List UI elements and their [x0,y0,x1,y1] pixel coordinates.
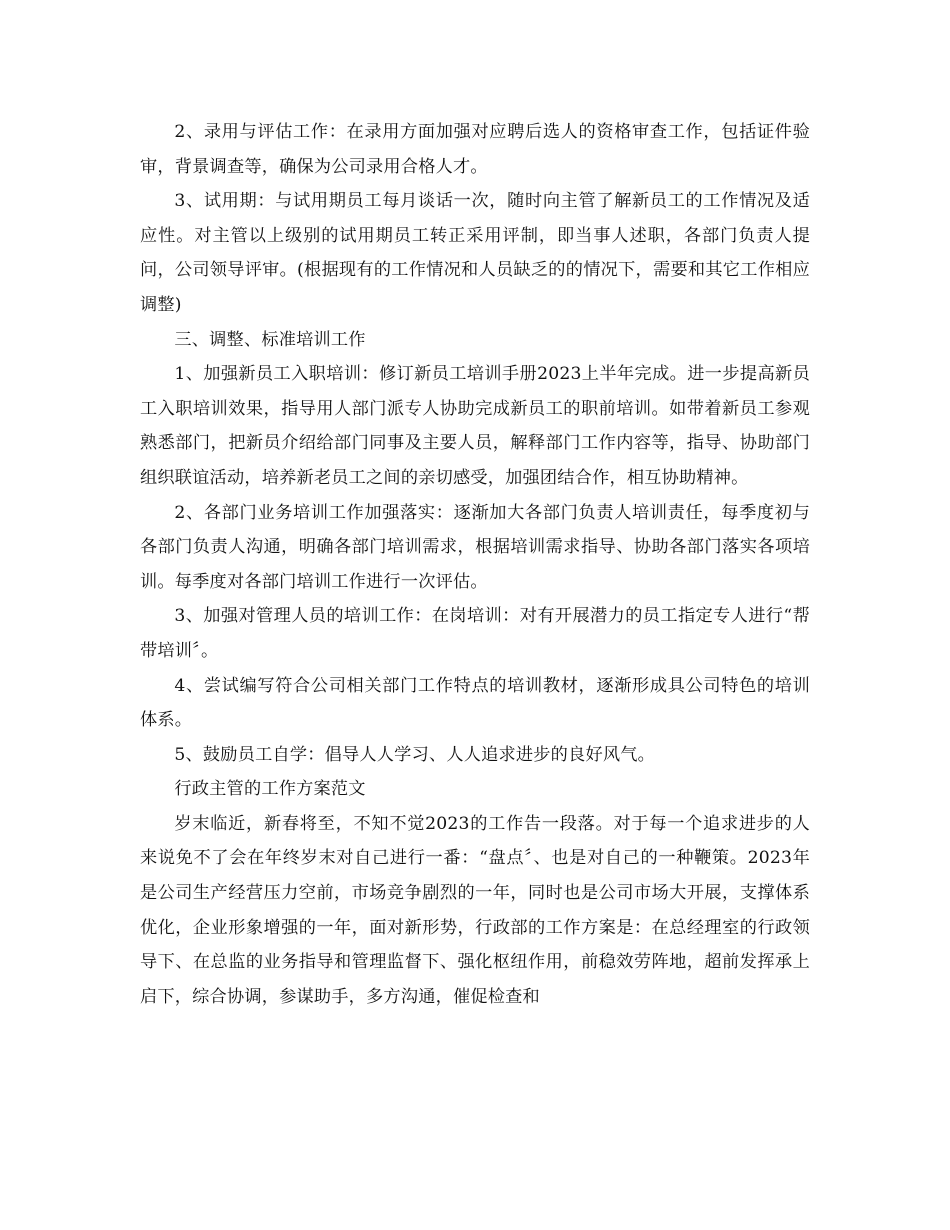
article-title: 行政主管的工作方案范文 [174,779,366,800]
paragraph-department-training: 2、各部门业务培训工作加强落实：逐渐加大各部门负责人培训责任，每季度初与各部门负责人沟通，明确各部门培训需求，根据培训需求指导、协助各部门落实各项培训。每季度对各部门培训工作进行一次评估。 [140,502,810,592]
paragraph-manager-training: 3、加强对管理人员的培训工作：在岗培训：对有开展潜力的员工指定专人进行“帮带培训〞。 [140,606,810,661]
paragraph-self-study: 5、鼓励员工自学：倡导人人学习、人人追求进步的良好风气。 [174,744,655,765]
paragraph-probation: 3、试用期：与试用期员工每月谈话一次，随时向主管了解新员工的工作情况及适应性。对主管以上级别的试用期员工转正采用评制，即当事人述职，各部门负责人提问，公司领导评审。(根据现有的工作情况和人员缺乏的的情况下，需要和其它工作相应调整) [140,191,810,315]
document-body [140,115,810,1014]
paragraph-onboarding-training: 1、加强新员工入职培训：修订新员工培训手册2023上半年完成。进一步提高新员工入职培训效果，指导用人部门派专人协助完成新员工的职前培训。如带着新员工参观熟悉部门，把新员介绍给部门同事及主要人员，解释部门工作内容等，指导、协助部门组织联谊活动，培养新老员工之间的亲切感受，加强团结合作，相互协助精神。 [140,364,810,488]
paragraph-hiring-evaluation: 2、录用与评估工作：在录用方面加强对应聘后选人的资格审查工作，包括证件验审，背景调查等，确保为公司录用合格人才。 [140,122,810,177]
paragraph-training-materials: 4、尝试编写符合公司相关部门工作特点的培训教材，逐渐形成具公司特色的培训体系。 [140,675,810,731]
section-heading-training: 三、调整、标准培训工作 [174,329,366,350]
paragraph-year-end-summary: 岁末临近，新春将至，不知不觉2023的工作告一段落。对于每一个追求进步的人来说免不了会在年终岁末对自己进行一番：“盘点〞、也是对自己的一种鞭策。2023年是公司生产经营压力空前，市场竞争剧烈的一年，同时也是公司市场大开展，支撑体系优化，企业形象增强的一年，面对新形势，行政部的工作方案是：在总经理室的行政领导下、在总监的业务指导和管理监督下、强化枢纽作用，前稳效劳阵地，超前发挥承上启下，综合协调，参谋助手，多方沟通，催促检查和 [140,813,810,1007]
